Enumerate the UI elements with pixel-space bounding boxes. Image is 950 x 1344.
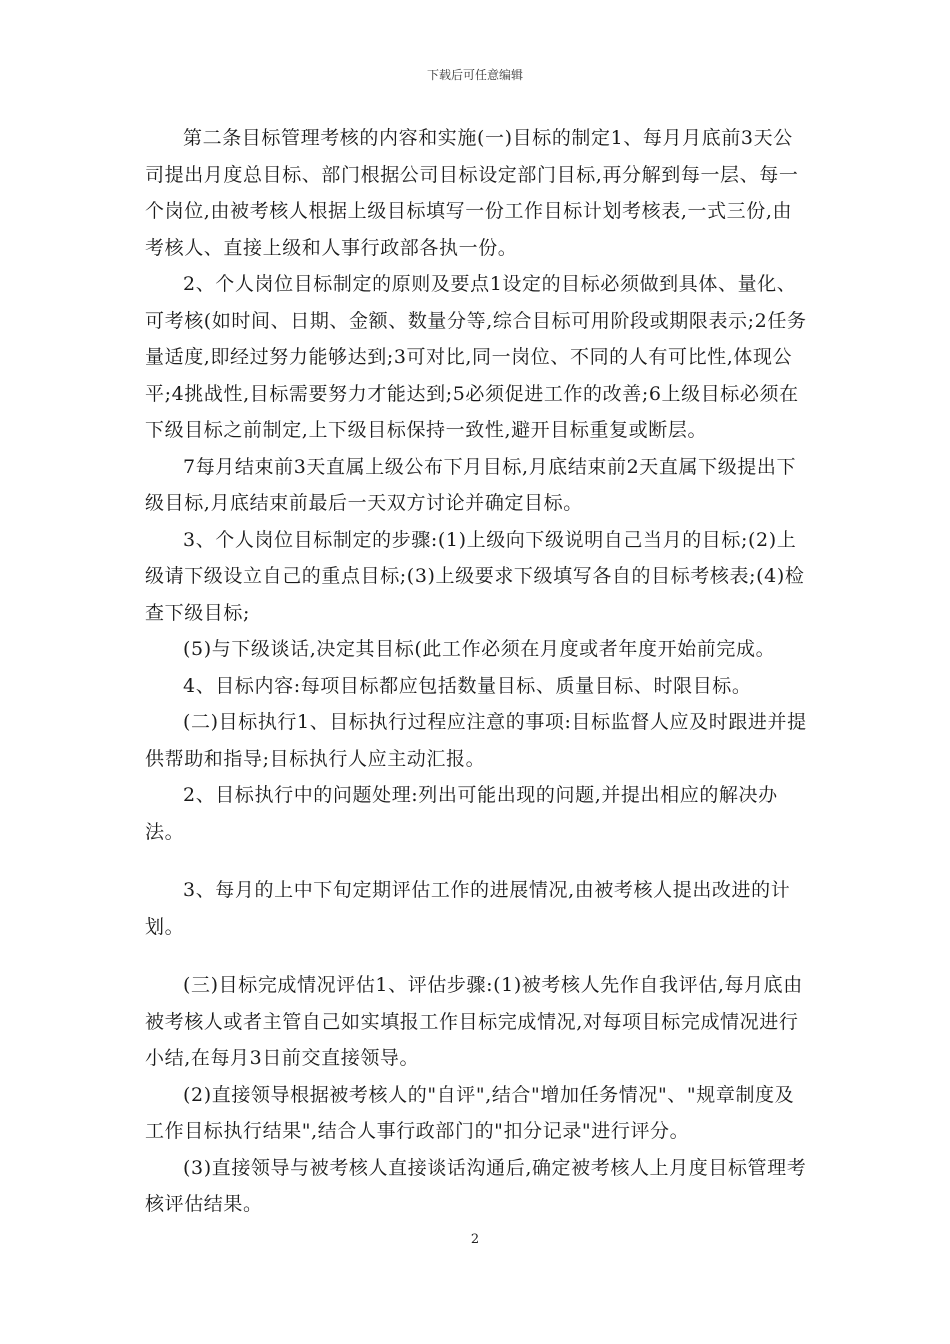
paragraph: 3、每月的上中下旬定期评估工作的进展情况,由被考核人提出改进的计划。 (145, 879, 791, 938)
paragraph: 4、目标内容:每项目标都应包括数量目标、质量目标、时限目标。 (183, 674, 752, 697)
paragraph: (二)目标执行1、目标执行过程应注意的事项:目标监督人应及时跟进并提供帮助和指导;目标执行人应主动汇报。 (145, 711, 807, 770)
paragraph: 第二条目标管理考核的内容和实施(一)目标的制定1、每月月底前3天公司提出月度总目标、部门根据公司目标设定部门目标,再分解到每一层、每一个岗位,由被考核人根据上级目标填写一份工作目标计划考核表,一式三份,由考核人、直接上级和人事行政部各执一份。 (145, 127, 799, 259)
paragraph: (三)目标完成情况评估1、评估步骤:(1)被考核人先作自我评估,每月底由被考核人或者主管自己如实填报工作目标完成情况,对每项目标完成情况进行小结,在每月3日前交直接领导。 (145, 974, 803, 1069)
document-body (145, 120, 810, 1223)
paragraph: 2、目标执行中的问题处理:列出可能出现的问题,并提出相应的解决办法。 (145, 784, 778, 843)
paragraph: 2、个人岗位目标制定的原则及要点1设定的目标必须做到具体、量化、可考核(如时间、日期、金额、数量分等,综合目标可用阶段或期限表示;2任务量适度,即经过努力能够达到;3可对比,同一岗位、不同的人有可比性,体现公平;4挑战性,目标需要努力才能达到;5必须促进工作的改善;6上级目标必须在下级目标之前制定,上下级目标保持一致性,避开目标重复或断层。 (145, 273, 807, 441)
paragraph: (5)与下级谈话,决定其目标(此工作必须在月度或者年度开始前完成。 (183, 638, 776, 660)
page-header: 下载后可任意编辑 (426, 68, 523, 82)
paragraph: (2)直接领导根据被考核人的"自评",结合"增加任务情况"、"规章制度及工作目标执行结果",结合人事行政部门的"扣分记录"进行评分。 (145, 1083, 795, 1142)
paragraph: (3)直接领导与被考核人直接谈话沟通后,确定被考核人上月度目标管理考核评估结果。 (145, 1156, 807, 1215)
paragraph: 3、个人岗位目标制定的步骤:(1)上级向下级说明自己当月的目标;(2)上级请下级设立自己的重点目标;(3)上级要求下级填写各自的目标考核表;(4)检查下级目标; (145, 528, 805, 624)
paragraph: 7每月结束前3天直属上级公布下月目标,月底结束前2天直属下级提出下级目标,月底结束前最后一天双方讨论并确定目标。 (145, 455, 797, 514)
page-number: 2 (470, 1232, 480, 1247)
